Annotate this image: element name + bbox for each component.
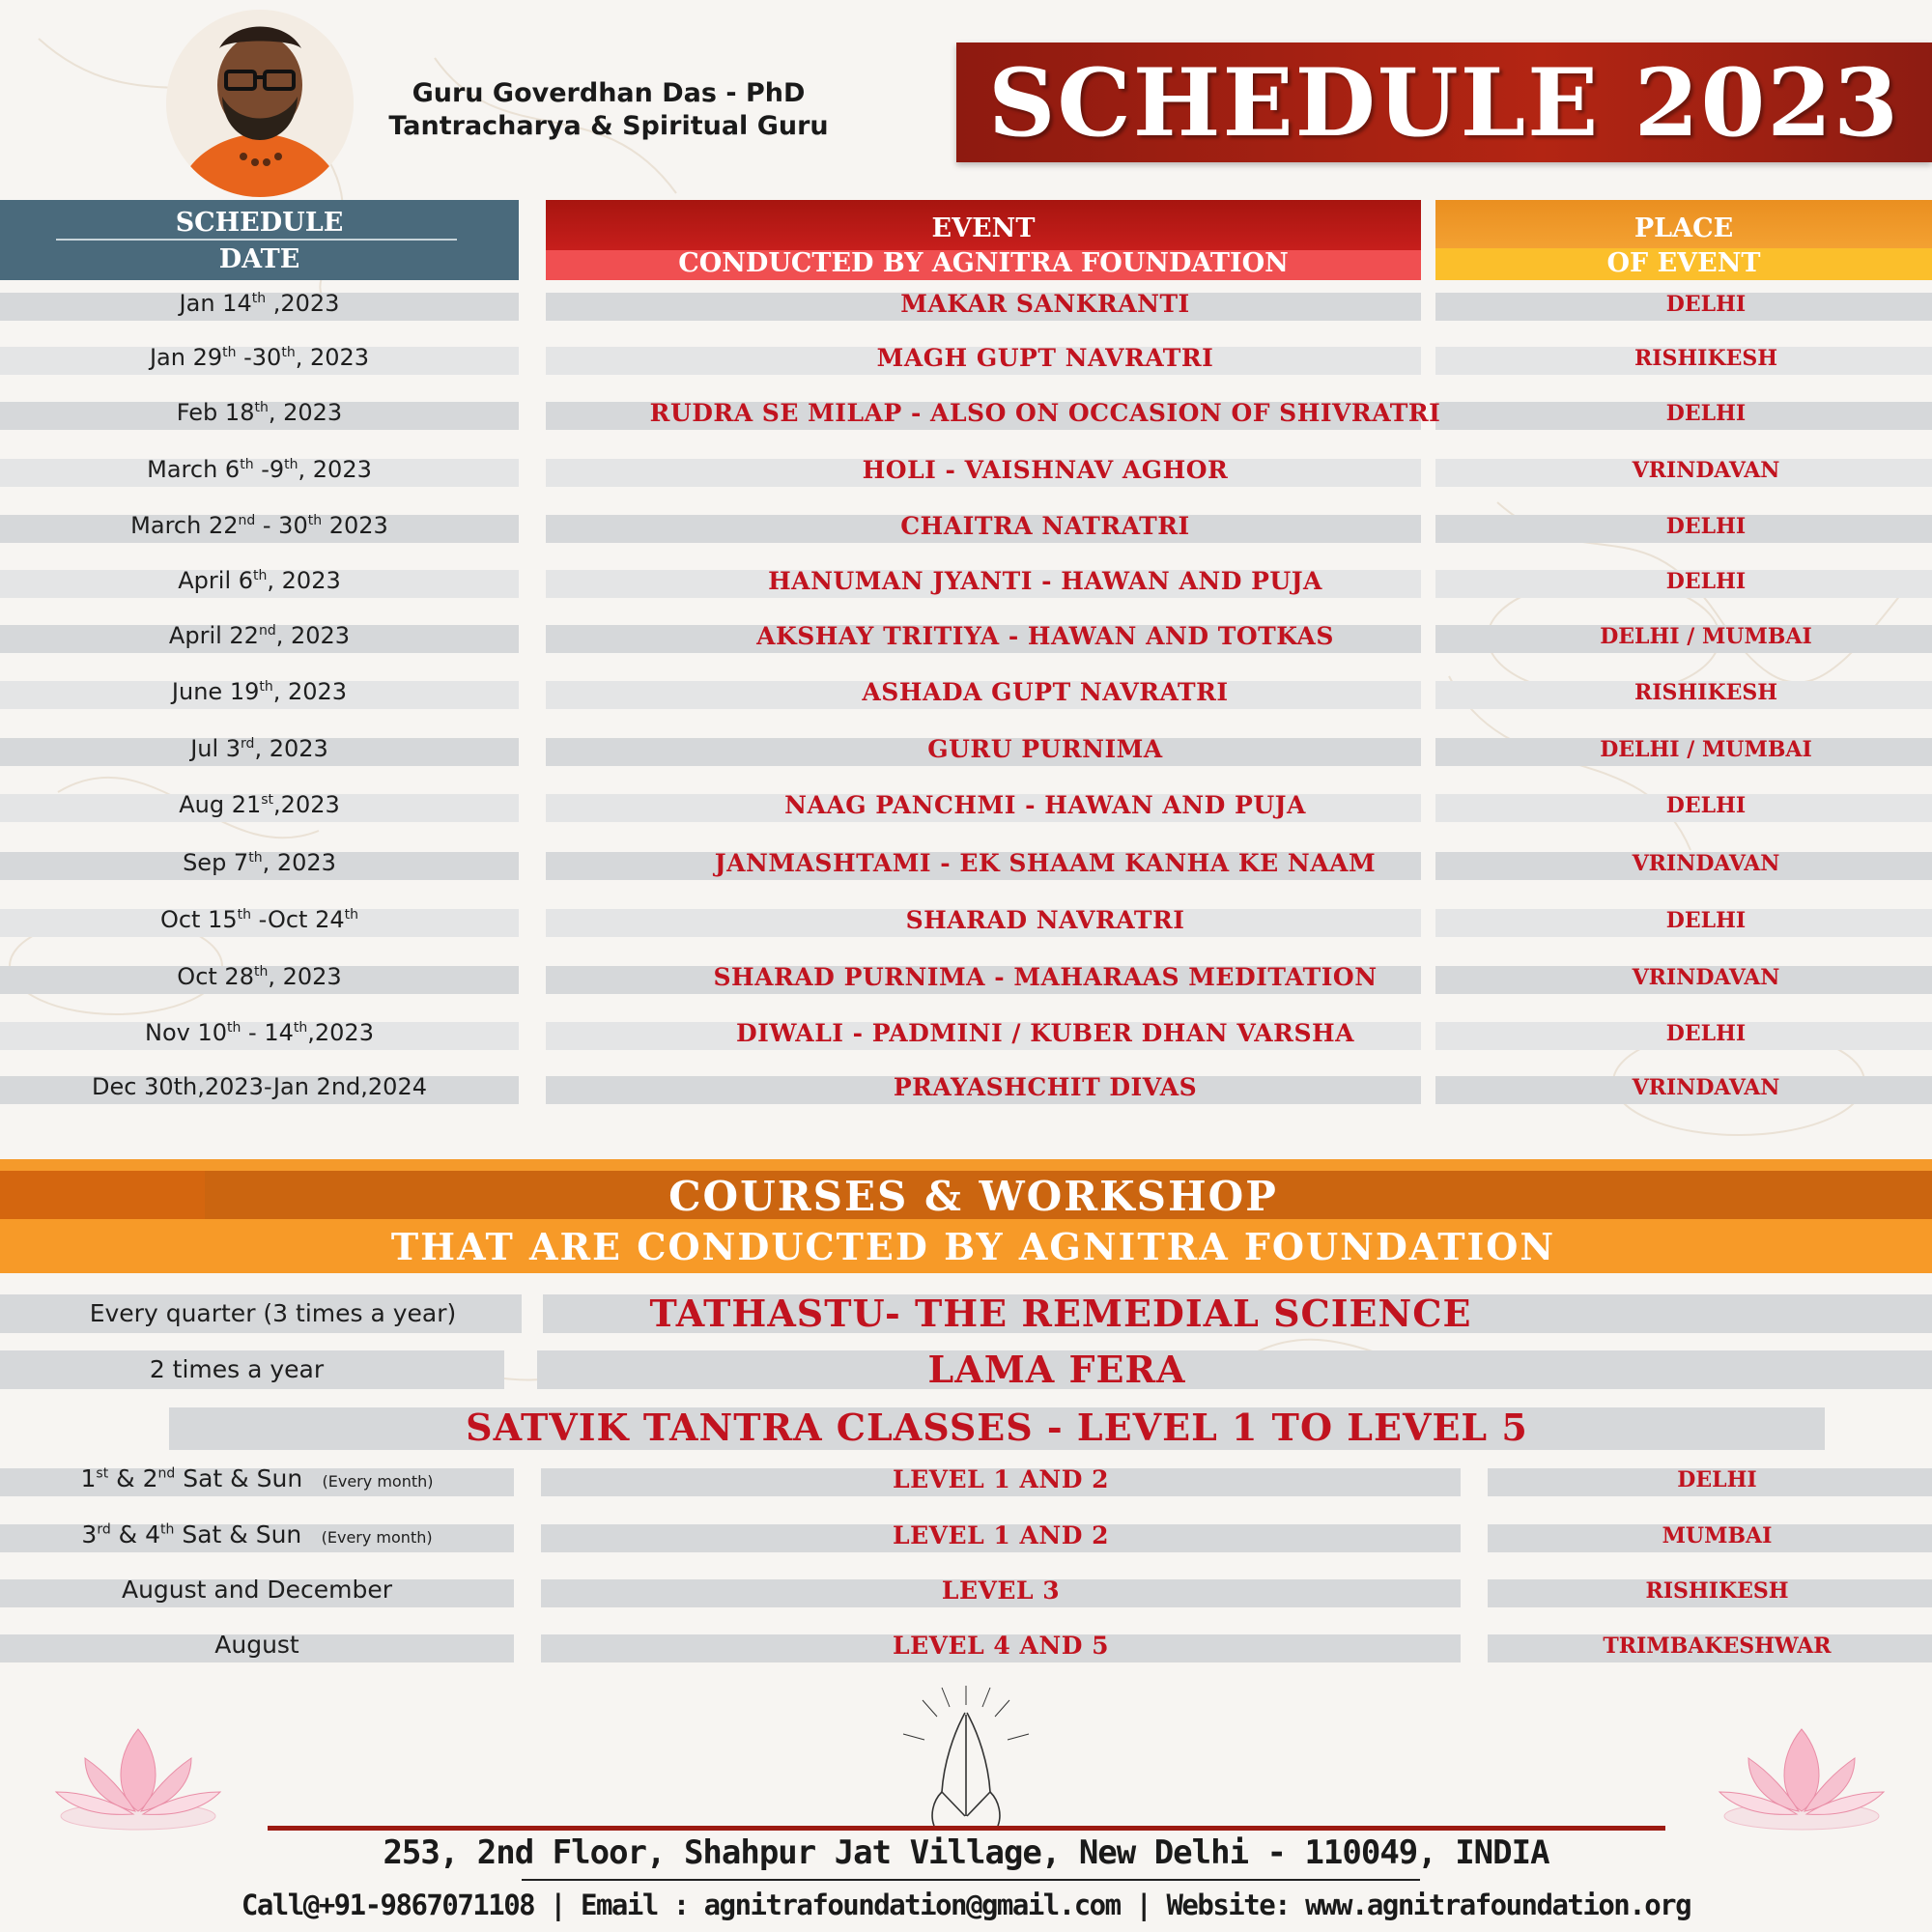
schedule-place: DELHI [1665, 514, 1747, 539]
schedule-event: MAKAR SANKRANTI [900, 290, 1190, 318]
level-place: DELHI [1677, 1467, 1757, 1492]
schedule-place: RISHIKESH [1634, 680, 1778, 705]
level-schedule: 1st & 2nd Sat & Sun (Every month) [80, 1464, 434, 1492]
level-schedule: August [214, 1631, 299, 1659]
schedule-event: RUDRA SE MILAP - ALSO ON OCCASION OF SHIVRATRI [649, 399, 1441, 427]
schedule-date: Aug 21st,2023 [179, 791, 340, 818]
level-schedule: 3rd & 4th Sat & Sun (Every month) [81, 1520, 433, 1548]
courses-header [0, 1159, 1932, 1273]
courses-subtitle: THAT ARE CONDUCTED BY AGNITRA FOUNDATION [390, 1225, 1556, 1268]
schedule-place: VRINDAVAN [1632, 458, 1780, 483]
level-schedule: August and December [121, 1576, 393, 1604]
schedule-place: DELHI / MUMBAI [1600, 624, 1812, 649]
schedule-event: NAAG PANCHMI - HAWAN AND PUJA [784, 791, 1306, 819]
schedule-event: AKSHAY TRITIYA - HAWAN AND TOTKAS [756, 622, 1334, 650]
footer-address: 253, 2nd Floor, Shahpur Jat Village, New Delhi - 110049, INDIA [383, 1833, 1549, 1872]
schedule-place: VRINDAVAN [1632, 1075, 1780, 1100]
schedule-event: PRAYASHCHIT DIVAS [893, 1073, 1198, 1101]
schedule-date: April 22nd, 2023 [168, 622, 351, 649]
level-name: LEVEL 1 AND 2 [893, 1521, 1109, 1549]
address-underline [522, 1879, 1420, 1881]
event-header-line1: EVENT [931, 213, 1036, 243]
place-header-line1: PLACE [1634, 213, 1734, 243]
schedule-place: VRINDAVAN [1632, 851, 1780, 876]
place-header-line2: OF EVENT [1606, 248, 1761, 278]
schedule-event: JANMASHTAMI - EK SHAAM KANHA KE NAAM [714, 849, 1377, 877]
schedule-date: April 6th, 2023 [178, 567, 341, 594]
date-column-header [0, 200, 519, 280]
schedule-place: DELHI [1665, 793, 1747, 818]
schedule-date: Nov 10th - 14th,2023 [145, 1019, 374, 1046]
every-month-note: (Every month) [301, 1528, 433, 1547]
schedule-place: DELHI [1665, 569, 1747, 594]
praying-hands-icon [884, 1676, 1048, 1826]
schedule-date: Dec 30th,2023-Jan 2nd,2024 [92, 1073, 427, 1100]
guru-title: Tantracharya & Spiritual Guru [388, 111, 829, 141]
event-column-header [546, 200, 1421, 280]
schedule-banner [956, 43, 1932, 162]
date-header-line2: DATE [218, 244, 300, 274]
schedule-date: Feb 18th, 2023 [176, 399, 343, 426]
schedule-date: Sep 7th, 2023 [183, 849, 336, 876]
guru-name: Guru Goverdhan Das - PhD [412, 78, 806, 108]
level-name: LEVEL 4 AND 5 [893, 1632, 1109, 1660]
level-name: LEVEL 3 [941, 1577, 1061, 1605]
level-place: TRIMBAKESHWAR [1603, 1634, 1832, 1659]
schedule-date: Jan 29th -30th, 2023 [149, 344, 370, 371]
schedule-event: DIWALI - PADMINI / KUBER DHAN VARSHA [735, 1019, 1355, 1047]
schedule-event: ASHADA GUPT NAVRATRI [862, 678, 1229, 706]
schedule-place: RISHIKESH [1634, 346, 1778, 371]
courses-title: COURSES & WORKSHOP [668, 1173, 1278, 1220]
schedule-place: DELHI [1665, 908, 1747, 933]
guru-name-block [386, 77, 831, 143]
schedule-date: March 22nd - 30th 2023 [130, 512, 388, 539]
satvik-course: SATVIK TANTRA CLASSES - LEVEL 1 TO LEVEL 5 [466, 1406, 1528, 1449]
date-header-divider [56, 239, 457, 241]
schedule-event: HANUMAN JYANTI - HAWAN AND PUJA [768, 567, 1322, 595]
lama-frequency: 2 times a year [149, 1355, 325, 1383]
schedule-date: Jan 14th ,2023 [179, 290, 340, 317]
schedule-event: SHARAD NAVRATRI [905, 906, 1185, 934]
schedule-event: HOLI - VAISHNAV AGHOR [862, 456, 1229, 484]
schedule-place: DELHI [1665, 1021, 1747, 1046]
date-header-line1: SCHEDULE [175, 208, 344, 238]
lotus-icon-right [1710, 1710, 1893, 1845]
schedule-place: DELHI [1665, 401, 1747, 426]
tathastu-course: TATHASTU- THE REMEDIAL SCIENCE [649, 1292, 1472, 1335]
schedule-place: DELHI [1665, 292, 1747, 317]
schedule-event: SHARAD PURNIMA - MAHARAAS MEDITATION [713, 963, 1378, 991]
schedule-event: CHAITRA NATRATRI [900, 512, 1190, 540]
level-place: RISHIKESH [1645, 1578, 1789, 1604]
lama-fera-course: LAMA FERA [927, 1348, 1186, 1391]
schedule-place: DELHI / MUMBAI [1600, 737, 1812, 762]
tathastu-frequency: Every quarter (3 times a year) [89, 1299, 457, 1327]
level-place: MUMBAI [1662, 1523, 1773, 1548]
schedule-event: MAGH GUPT NAVRATRI [876, 344, 1214, 372]
schedule-place: VRINDAVAN [1632, 965, 1780, 990]
lotus-icon-left [46, 1710, 230, 1845]
schedule-date: Oct 15th -Oct 24th [159, 906, 359, 933]
guru-portrait [166, 10, 354, 197]
schedule-event: GURU PURNIMA [927, 735, 1163, 763]
schedule-date: June 19th, 2023 [171, 678, 348, 705]
schedule-date: Jul 3rd, 2023 [190, 735, 328, 762]
schedule-date: Oct 28th, 2023 [177, 963, 342, 990]
banner-title: SCHEDULE 2023 [988, 48, 1900, 157]
event-header-line2: CONDUCTED BY AGNITRA FOUNDATION [678, 248, 1289, 278]
footer-contact: Call@+91-9867071108 | Email : agnitrafoundation@gmail.com | Website: www.agnitrafoundation.org [241, 1889, 1691, 1921]
footer-divider [268, 1826, 1665, 1831]
every-month-note: (Every month) [302, 1472, 434, 1491]
level-name: LEVEL 1 AND 2 [893, 1465, 1109, 1493]
schedule-date: March 6th -9th, 2023 [147, 456, 372, 483]
place-column-header [1435, 200, 1932, 280]
